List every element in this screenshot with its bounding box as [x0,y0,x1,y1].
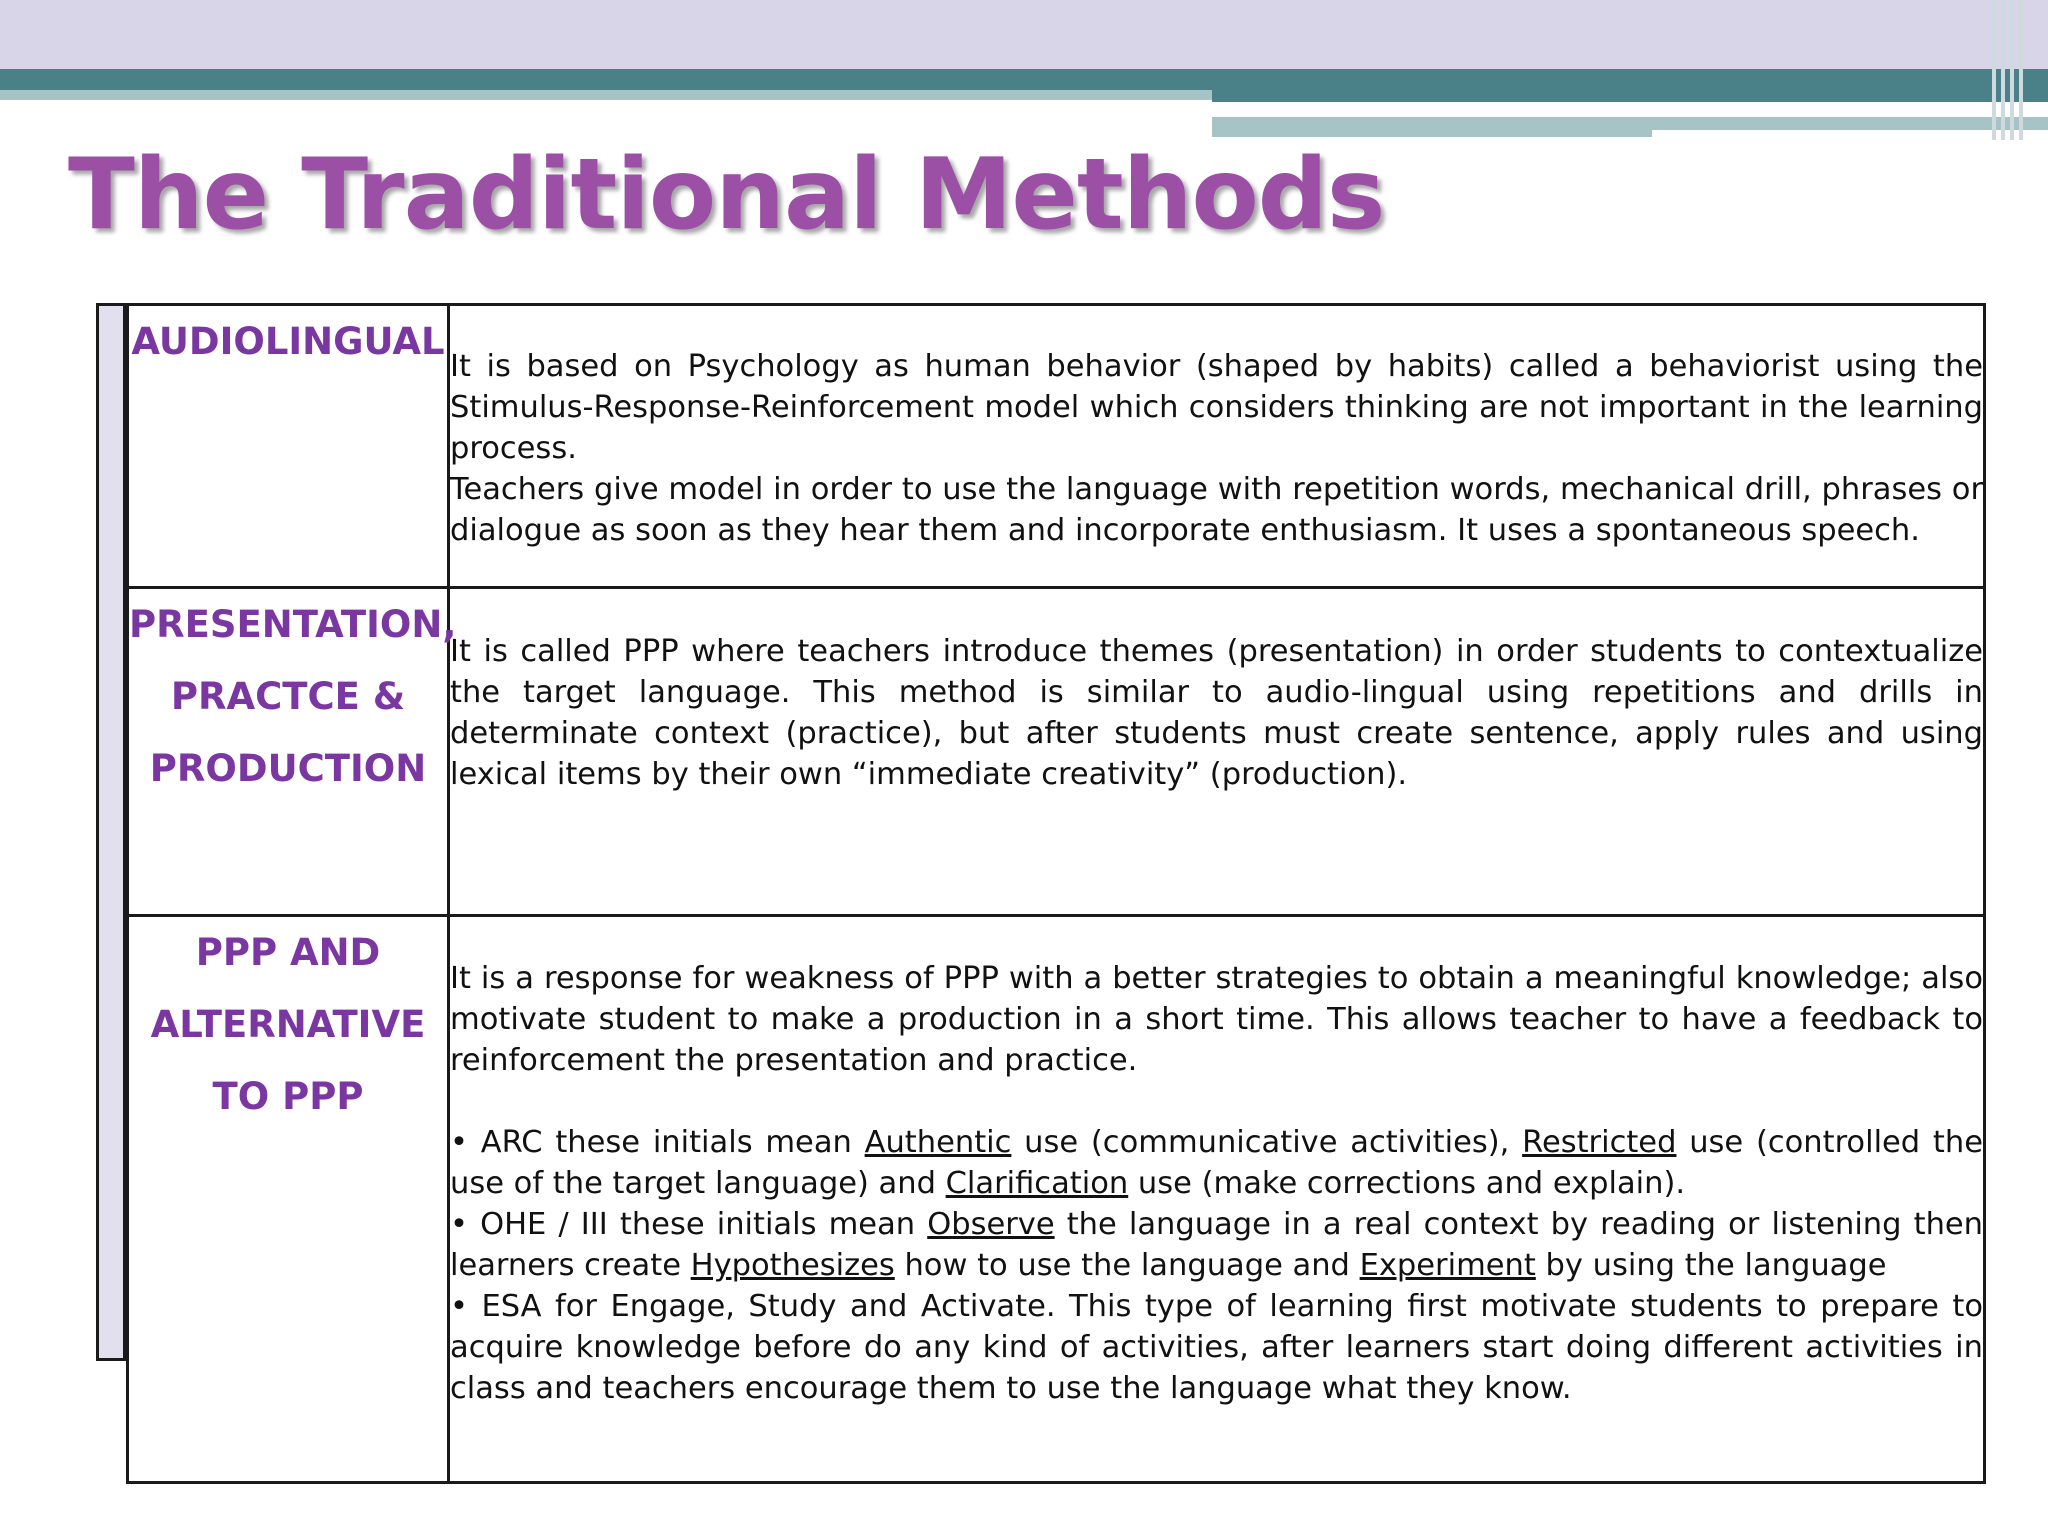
method-name-line: PPP AND [195,931,381,974]
method-description-ppp-alternative [449,916,1985,1483]
header-teal-light-bar [0,90,1212,100]
table-row [128,916,1985,1483]
method-name-ppp-alternative [128,916,449,1483]
arc-text: use (communicative activities), [1011,1125,1523,1160]
underlined-term-experiment: Experiment [1359,1248,1536,1283]
method-name-line: PRODUCTION [149,747,427,790]
method-description-audiolingual [449,305,1985,588]
header-band [0,0,2048,69]
slide-title: The Traditional Methods [68,138,1385,252]
header-teal-bar-right [1212,90,2048,102]
header-vertical-stripes [1992,0,2048,140]
arc-text: use (make corrections and explain). [1128,1166,1686,1201]
ohe-text: • OHE / III these initials mean [450,1207,928,1242]
esa-bullet: • ESA for Engage, Study and Activate. This type of learning first motivate students to prepare to acquire knowledge before do any kind of activities, after learners start doing different activities in class and teachers encourage them to use the language what they know. [450,1289,1983,1406]
methods-table [126,303,1986,1484]
paragraph-spacer [450,1081,1983,1122]
ohe-text: how to use the language and [894,1248,1360,1283]
method-name-audiolingual [128,305,449,588]
arc-bullet [450,1122,1983,1204]
description-paragraph: It is based on Psychology as human behavior (shaped by habits) called a behaviorist using the Stimulus-Response-Reinforcement model which considers thinking are not important in the learning process. [450,349,1983,466]
table-side-strip [96,303,126,1361]
ohe-bullet [450,1204,1983,1286]
underlined-term-observe: Observe [927,1207,1055,1242]
method-name-line: ALTERNATIVE [150,1003,426,1046]
ohe-text: the language in a real context by reading or listening then learners create [450,1207,1983,1283]
description-paragraph: It is a response for weakness of PPP with a better strategies to obtain a meaningful knowledge; also motivate student to make a production in a short time. This allows teacher to have a feedback to reinforcement the presentation and practice. [450,961,1983,1078]
method-description-ppp [449,588,1985,916]
method-name-line: PRESENTATION, [129,603,457,646]
header-white-line [1212,110,1896,115]
underlined-term-hypothesizes: Hypothesizes [690,1248,895,1283]
method-name-ppp [128,588,457,916]
description-paragraph: It is called PPP where teachers introduce themes (presentation) in order students to contextualize the target language. This method is similar to audio-lingual using repetitions and drills in determinate context (practice), but after students must create sentence, apply rules and using lexical items by their own “immediate creativity” (production). [450,634,1983,792]
underlined-term-clarification: Clarification [945,1166,1129,1201]
header-teal-light-bar-right [1212,117,1652,137]
header-teal-light-bar-far-right [1652,117,2048,130]
underlined-term-restricted: Restricted [1522,1125,1677,1160]
ohe-text: by using the language [1535,1248,1887,1283]
method-name-line: AUDIOLINGUAL [131,320,445,363]
description-paragraph: Teachers give model in order to use the language with repetition words, mechanical drill, phrases or dialogue as soon as they hear them and incorporate enthusiasm. It uses a spontaneous speech. [450,472,1983,548]
header-teal-bar [0,69,2048,90]
method-name-line: PRACTCE & [170,675,406,718]
arc-text: use (controlled the use of the target language) and [450,1125,1983,1201]
underlined-term-authentic: Authentic [864,1125,1012,1160]
table-row [128,305,1985,588]
table-row [128,588,1985,916]
method-name-line: TO PPP [212,1075,364,1118]
arc-text: • ARC these initials mean [450,1125,865,1160]
